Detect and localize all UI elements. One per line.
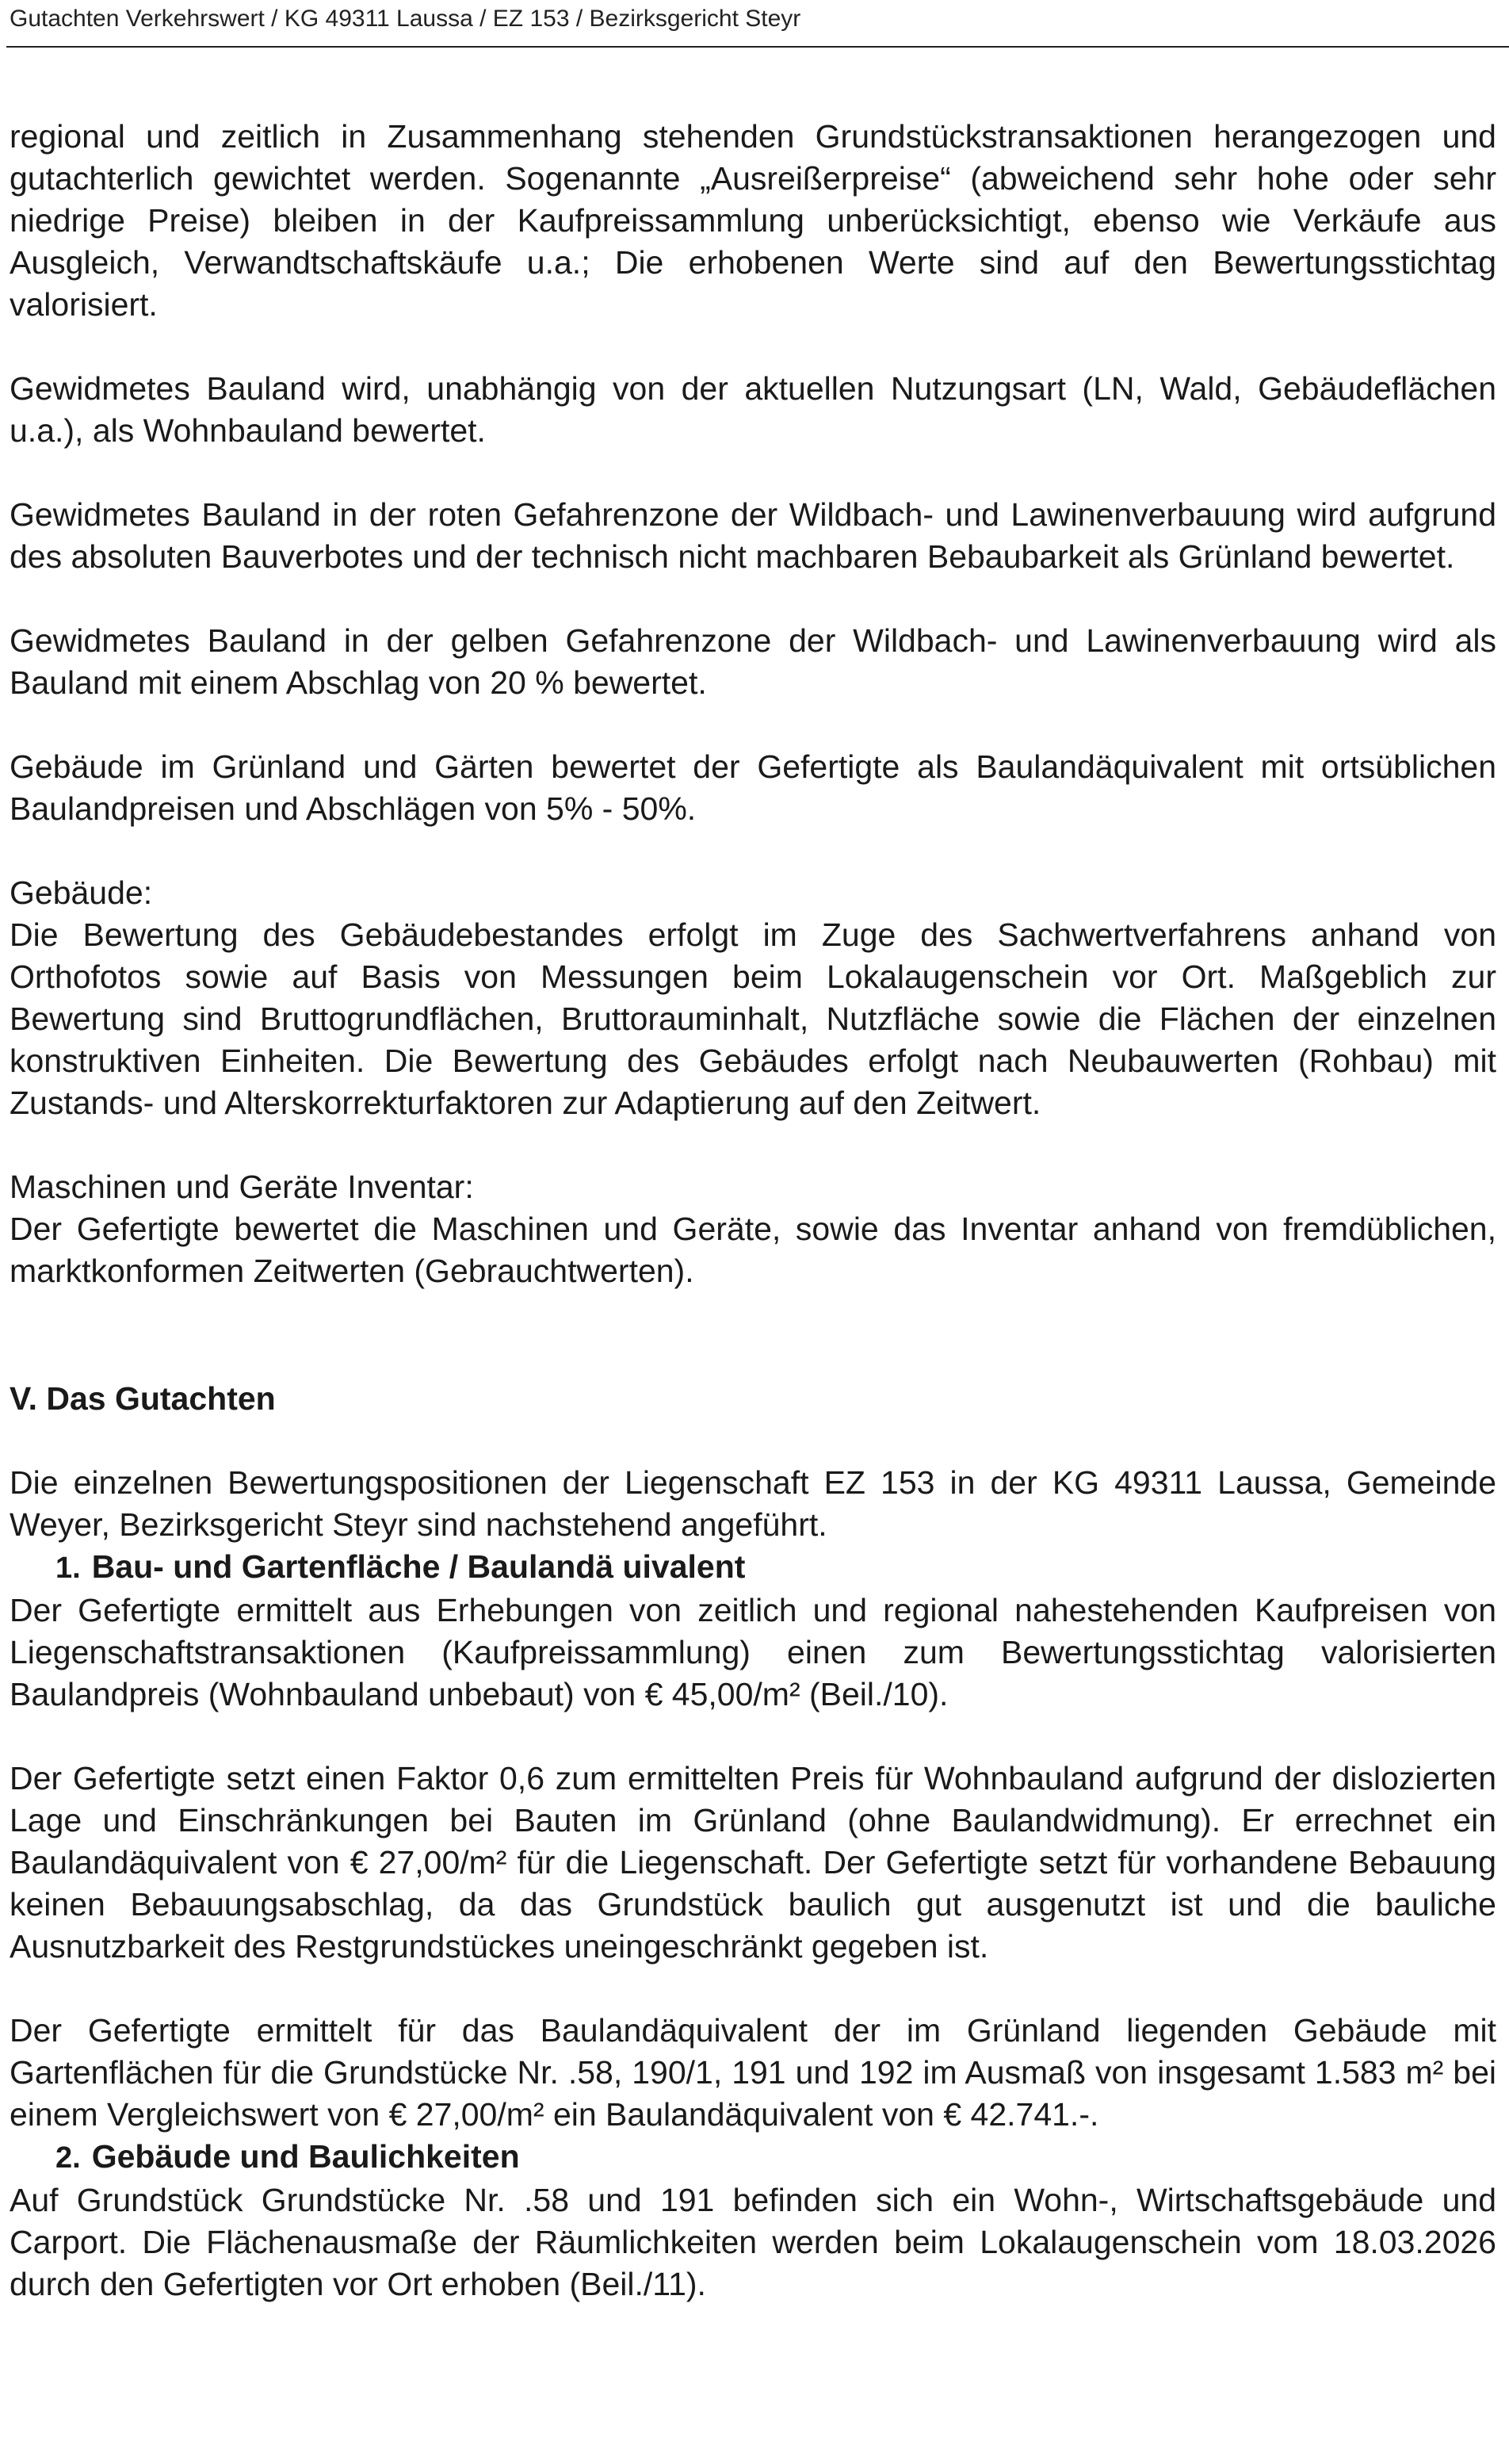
subsection-number-2: 2. <box>55 2141 81 2175</box>
paragraph-buildings-on-plots: Auf Grundstück Grundstücke Nr. .58 und 191 befinden sich ein Wohn-, Wirtschaftsgebäude und Carport. Die Flächenausmaße der Räumlichkeiten werden beim Lokalaugenschein vom 18.03.2026 durch den Gefertigten vor Ort erhoben (Beil./11). <box>10 2182 1496 2302</box>
paragraph-building-land-price: Der Gefertigte ermittelt aus Erhebungen von zeitlich und regional nahestehenden Kaufpreisen von Liegenschaftstransaktionen (Kaufpreissammlung) einen zum Bewertungsstichtag valorisierten Baulandpreis (Wohnbauland unbebaut) von € 45,00/m² (Beil./10). <box>10 1592 1496 1712</box>
subsection-number-1: 1. <box>55 1551 81 1585</box>
paragraph-buildings-in-greenland: Gebäude im Grünland und Gärten bewertet der Gefertigte als Baulandäquivalent mit ortsüblichen Baulandpreisen und Abschlägen von 5% - 50%. <box>10 748 1496 827</box>
paragraph-machines-valuation: Der Gefertigte bewertet die Maschinen und Geräte, sowie das Inventar anhand von fremdüblichen, marktkonformen Zeitwerten (Gebrauchtwerten). <box>10 1211 1496 1289</box>
document-body <box>10 116 1496 2305</box>
section-heading-v: V. Das Gutachten <box>10 1380 276 1417</box>
paragraph-dedicated-building-land: Gewidmetes Bauland wird, unabhängig von der aktuellen Nutzungsart (LN, Wald, Gebäudeflächen u.a.), als Wohnbauland bewertet. <box>10 370 1496 449</box>
paragraph-factor-equivalent: Der Gefertigte setzt einen Faktor 0,6 zum ermittelten Preis für Wohnbauland aufgrund der dislozierten Lage und Einschränkungen bei Bauten im Grünland (ohne Baulandwidmung). Er errechnet ein Baulandäquivalent von € 27,00/m² für die Liegenschaft. Der Gefertigte setzt für vorhandene Bebauung keinen Bebauungsabschlag, da das Grundstück baulich gut ausgenutzt ist und die bauliche Ausnutzbarkeit des Restgrundstückes uneingeschränkt gegeben ist. <box>10 1760 1496 1965</box>
paragraph-building-valuation: Die Bewertung des Gebäudebestandes erfolgt im Zuge des Sachwertverfahrens anhand von Orthofotos sowie auf Basis von Messungen beim Lokalaugenschein vor Ort. Maßgeblich zur Bewertung sind Bruttogrundflächen, Bruttorauminhalt, Nutzfläche sowie die Flächen der einzelnen konstruktiven Einheiten. Die Bewertung des Gebäudes erfolgt nach Neubauwerten (Rohbau) mit Zustands- und Alterskorrekturfaktoren zur Adaptierung auf den Zeitwert. <box>10 916 1496 1121</box>
paragraph-section-v-intro: Die einzelnen Bewertungspositionen der Liegenschaft EZ 153 in der KG 49311 Laussa, Gemeinde Weyer, Bezirksgericht Steyr sind nachstehend angeführt. <box>10 1464 1496 1543</box>
subsection-title-1: Bau- und Gartenfläche / Baulandä uivalent <box>91 1548 746 1585</box>
paragraph-comparison-method: regional und zeitlich in Zusammenhang stehenden Grundstückstransaktionen herangezogen und gutachterlich gewichtet werden. Sogenannte „Ausreißerpreise“ (abweichend sehr hohe oder sehr niedrige Preise) bleiben in der Kaufpreissammlung unberücksichtigt, ebenso wie Verkäufe aus Ausgleich, Verwandtschaftskäufe u.a.; Die erhobenen Werte sind auf den Bewertungsstichtag valorisiert. <box>10 118 1496 323</box>
subsection-heading-1 <box>10 1546 1496 1590</box>
paragraph-equivalent-total: Der Gefertigte ermittelt für das Baulandäquivalent der im Grünland liegenden Gebäude mit Gartenflächen für die Grundstücke Nr. .58, 190/1, 191 und 192 im Ausmaß von insgesamt 1.583 m² bei einem Vergleichswert von € 27,00/m² ein Baulandäquivalent von € 42.741.-. <box>10 2012 1496 2133</box>
subsection-heading-2 <box>10 2136 1496 2179</box>
paragraph-yellow-hazard-zone: Gewidmetes Bauland in der gelben Gefahrenzone der Wildbach- und Lawinenverbauung wird als Bauland mit einem Abschlag von 20 % bewertet. <box>10 622 1496 701</box>
page-header: Gutachten Verkehrswert / KG 49311 Laussa / EZ 153 / Bezirksgericht Steyr <box>10 6 801 32</box>
header-rule <box>6 46 1509 48</box>
paragraph-red-hazard-zone: Gewidmetes Bauland in der roten Gefahrenzone der Wildbach- und Lawinenverbauung wird aufgrund des absoluten Bauverbotes und der technisch nicht machbaren Bebaubarkeit als Grünland bewertet. <box>10 496 1496 575</box>
label-buildings: Gebäude: <box>10 874 153 911</box>
subsection-title-2: Gebäude und Baulichkeiten <box>91 2138 520 2175</box>
label-machines-inventory: Maschinen und Geräte Inventar: <box>10 1169 474 1205</box>
